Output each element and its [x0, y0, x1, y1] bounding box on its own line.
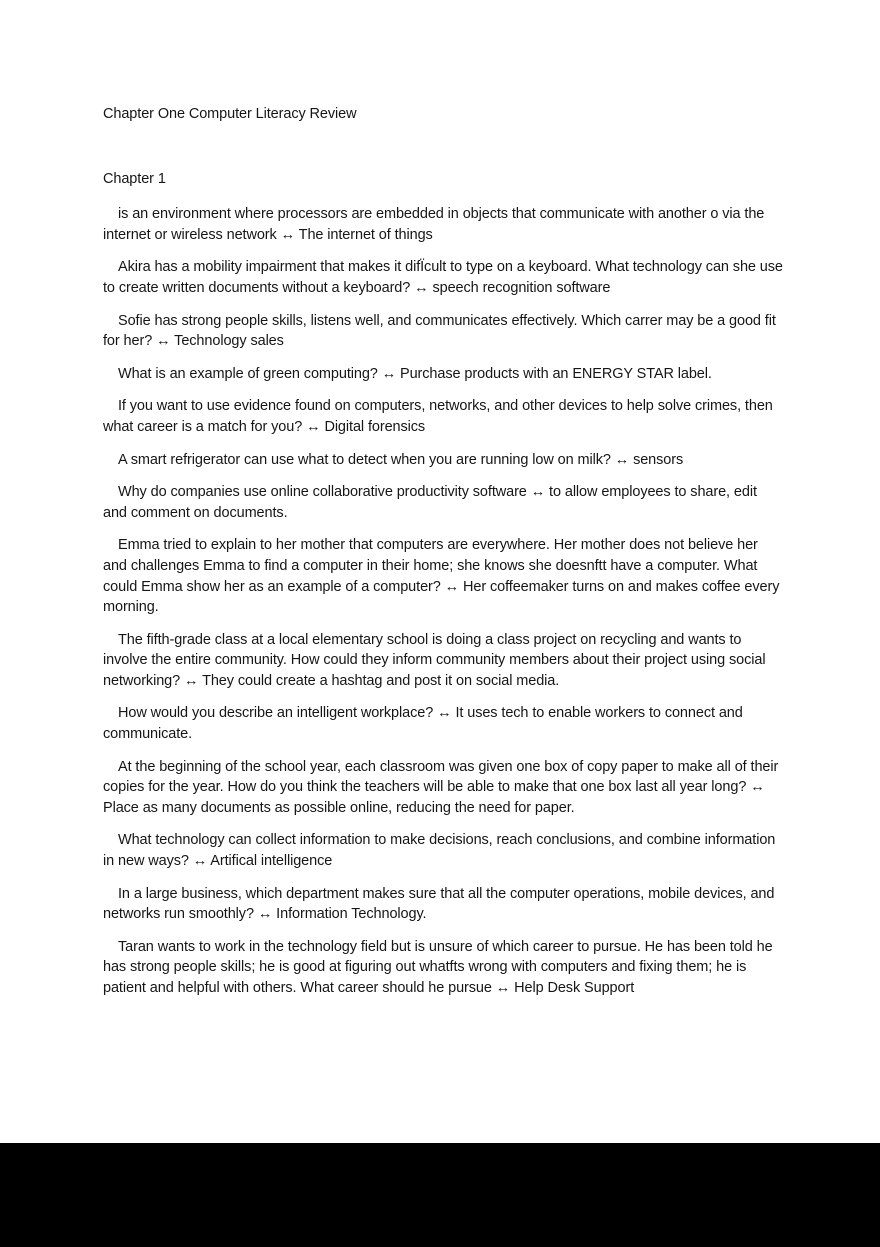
qa-paragraph: Sofie has strong people skills, listens well, and communicates effectively. Which carrer may be a good fit for her? ↔ Technology sales — [103, 312, 776, 350]
qa-paragraph: What is an example of green computing? ↔ Purchase products with an ENERGY STAR label. — [118, 365, 712, 382]
document-title: Chapter One Computer Literacy Review — [103, 106, 357, 122]
qa-paragraph: If you want to use evidence found on computers, networks, and other devices to help solve crimes, then what career is a match for you? ↔ Digital forensics — [103, 398, 773, 435]
qa-paragraph: Taran wants to work in the technology field but is unsure of which career to pursue. He has been told he has strong people skills; he is good at figuring out whatfts wrong with computers and fixing them; he is patient and helpful with others. What career should he pursue ↔ Help Desk Support — [103, 938, 773, 996]
qa-paragraph: Why do companies use online collaborative productivity software ↔ to allow employees to share, edit and comment on documents. — [103, 484, 757, 521]
qa-paragraph: How would you describe an intelligent workplace? ↔ It uses tech to enable workers to connect and communicate. — [103, 705, 743, 743]
qa-paragraph: Emma tried to explain to her mother that computers are everywhere. Her mother does not believe her and challenges Emma to find a computer in their home; she knows she doesnftt have a computer. What could Emma show her as an example of a computer? ↔ Her coffeemaker turns on and makes coffee every morning. — [103, 537, 780, 616]
qa-paragraph: The fifth-grade class at a local elementary school is doing a class project on recycling and wants to involve the entire community. How could they inform community members about their project using social networking? ↔ They could create a hashtag and post it on social media. — [103, 631, 766, 689]
qa-paragraph: Akira has a mobility impairment that makes it difÏcult to type on a keyboard. What technology can she use to create written documents without a keyboard? ↔ speech recognition software — [103, 259, 783, 296]
qa-paragraph: A smart refrigerator can use what to detect when you are running low on milk? ↔ sensors — [118, 451, 684, 468]
chapter-heading: Chapter 1 — [103, 170, 166, 187]
qa-paragraph: In a large business, which department makes sure that all the computer operations, mobile devices, and networks run smoothly? ↔ Information Technology. — [103, 885, 775, 923]
paragraph-list — [103, 204, 783, 998]
qa-paragraph: is an environment where processors are embedded in objects that communicate with another o via the internet or wireless network ↔ The internet of things — [103, 206, 765, 243]
footer-black-bar — [0, 1143, 880, 1247]
qa-paragraph: At the beginning of the school year, each classroom was given one box of copy paper to make all of their copies for the year. How do you think the teachers will be able to make that one box last all year long? ↔ Place as many documents as possible online, reducing the need for paper. — [103, 758, 779, 816]
qa-paragraph: What technology can collect information to make decisions, reach conclusions, and combine information in new ways? ↔ Artifical intelligence — [103, 832, 776, 870]
